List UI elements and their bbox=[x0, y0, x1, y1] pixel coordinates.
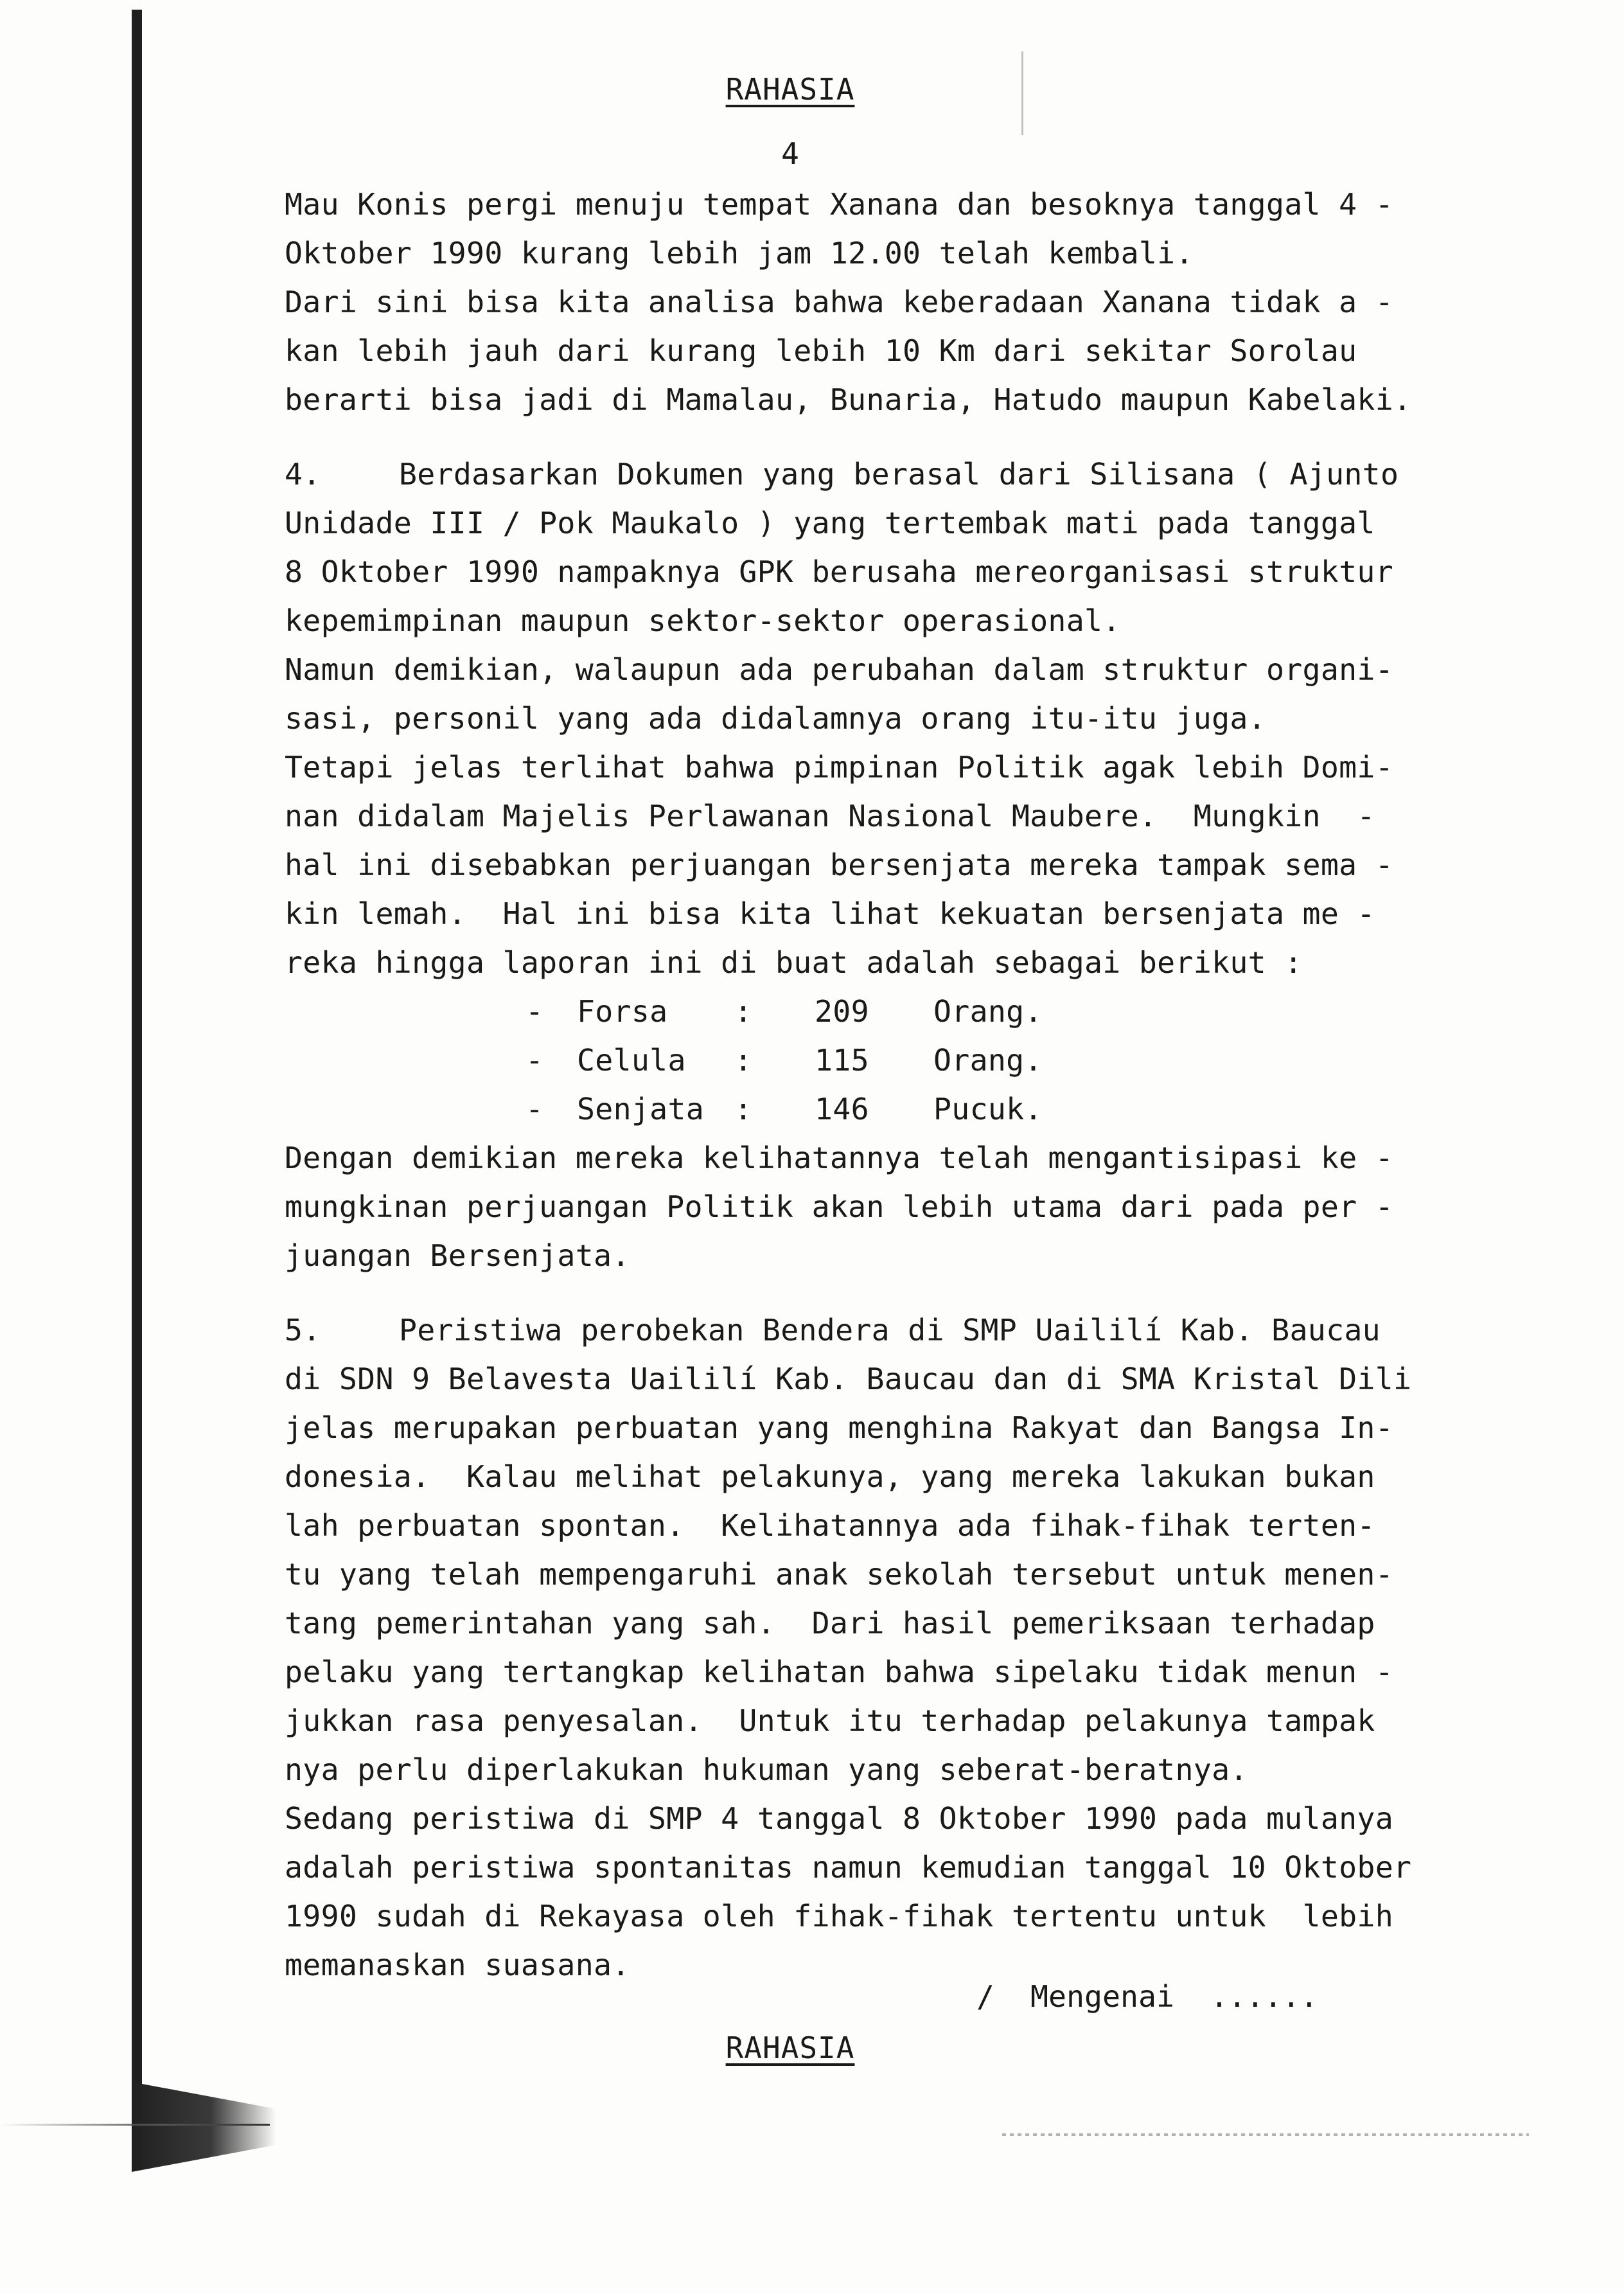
list-item: - Forsa : 209 Orang. bbox=[525, 987, 1544, 1036]
text-line: Sedang peristiwa di SMP 4 tanggal 8 Oktober 1990 pada mulanya bbox=[285, 1801, 1394, 1836]
text-line: tu yang telah mempengaruhi anak sekolah tersebut untuk menen- bbox=[285, 1557, 1394, 1592]
text-line: kan lebih jauh dari kurang lebih 10 Km dari sekitar Sorolau bbox=[285, 333, 1357, 368]
classification-footer: RAHASIA bbox=[725, 2031, 855, 2065]
list-item-label: Forsa bbox=[577, 994, 668, 1029]
text-line: tang pemerintahan yang sah. Dari hasil pemeriksaan terhadap bbox=[285, 1606, 1375, 1640]
list-item-label: Celula bbox=[577, 1043, 686, 1078]
text-line: hal ini disebabkan perjuangan bersenjata mereka tampak sema - bbox=[285, 848, 1394, 882]
list-item-quantity: 146 bbox=[815, 1092, 869, 1126]
text-line: memanaskan suasana. bbox=[285, 1948, 630, 1982]
list-item-unit: Pucuk. bbox=[933, 1092, 1043, 1126]
intro-paragraph bbox=[285, 180, 1544, 424]
text-line: kin lemah. Hal ini bisa kita lihat kekuatan bersenjata me - bbox=[285, 896, 1375, 931]
text-line: 1990 sudah di Rekayasa oleh fihak-fihak tertentu untuk lebih bbox=[285, 1899, 1394, 1934]
classification-header: RAHASIA bbox=[725, 72, 855, 107]
list-item-quantity: 209 bbox=[815, 994, 869, 1029]
text-line: 8 Oktober 1990 nampaknya GPK berusaha mereorganisasi struktur bbox=[285, 555, 1394, 589]
text-line: Unidade III / Pok Maukalo ) yang tertembak mati pada tanggal bbox=[285, 506, 1375, 540]
binding-corner-shadow bbox=[132, 2082, 276, 2172]
text-line: jelas merupakan perbuatan yang menghina Rakyat dan Bangsa In- bbox=[285, 1410, 1394, 1445]
text-line: Oktober 1990 kurang lebih jam 12.00 telah kembali. bbox=[285, 236, 1194, 271]
list-item-unit: Orang. bbox=[933, 994, 1043, 1029]
text-line: berarti bisa jadi di Mamalau, Bunaria, Hatudo maupun Kabelaki. bbox=[285, 382, 1412, 417]
list-item: - Senjata : 146 Pucuk. bbox=[525, 1085, 1544, 1134]
text-line: jukkan rasa penyesalan. Untuk itu terhadap pelakunya tampak bbox=[285, 1703, 1375, 1738]
text-line: adalah peristiwa spontanitas namun kemudian tanggal 10 Oktober bbox=[285, 1850, 1412, 1885]
text-line: pelaku yang tertangkap kelihatan bahwa sipelaku tidak menun - bbox=[285, 1655, 1394, 1689]
list-item-label: Senjata bbox=[577, 1092, 705, 1126]
page-number: 4 bbox=[781, 136, 799, 171]
list-item-quantity: 115 bbox=[815, 1043, 869, 1078]
text-line: Dari sini bisa kita analisa bahwa keberadaan Xanana tidak a - bbox=[285, 285, 1394, 319]
text-line: donesia. Kalau melihat pelakunya, yang mereka lakukan bukan bbox=[285, 1459, 1375, 1494]
text-line: Peristiwa perobekan Bendera di SMP Uaililí Kab. Baucau bbox=[399, 1313, 1381, 1347]
scan-artifact-line bbox=[0, 2124, 270, 2126]
strength-list bbox=[525, 987, 1544, 1134]
binding-edge-shadow bbox=[132, 10, 142, 2092]
text-line: nya perlu diperlakukan hukuman yang seberat-beratnya. bbox=[285, 1752, 1248, 1787]
fold-mark bbox=[1021, 51, 1023, 135]
section-5 bbox=[285, 1306, 1544, 1989]
section-4-first-line bbox=[285, 450, 1544, 499]
text-line: lah perbuatan spontan. Kelihatannya ada fihak-fihak terten- bbox=[285, 1508, 1375, 1543]
list-item-unit: Orang. bbox=[933, 1043, 1043, 1078]
text-line: Dengan demikian mereka kelihatannya telah mengantisipasi ke - bbox=[285, 1141, 1394, 1175]
text-line: Berdasarkan Dokumen yang berasal dari Silisana ( Ajunto bbox=[399, 457, 1399, 492]
section-4 bbox=[285, 450, 1544, 1280]
text-line: Namun demikian, walaupun ada perubahan dalam struktur organi- bbox=[285, 652, 1394, 687]
section-5-first-line bbox=[285, 1306, 1544, 1355]
text-line: Tetapi jelas terlihat bahwa pimpinan Politik agak lebih Domi- bbox=[285, 750, 1394, 785]
text-line: nan didalam Majelis Perlawanan Nasional Maubere. Mungkin - bbox=[285, 799, 1375, 833]
text-line: kepemimpinan maupun sektor-sektor operasional. bbox=[285, 603, 1121, 638]
text-line: juangan Bersenjata. bbox=[285, 1238, 630, 1273]
section-number: 5. bbox=[285, 1313, 321, 1347]
document-body bbox=[285, 180, 1544, 1989]
scan-artifact-dashes bbox=[1002, 2133, 1529, 2136]
section-number: 4. bbox=[285, 457, 321, 492]
text-line: mungkinan perjuangan Politik akan lebih utama dari pada per - bbox=[285, 1189, 1394, 1224]
list-item: - Celula : 115 Orang. bbox=[525, 1036, 1544, 1085]
text-line: reka hingga laporan ini di buat adalah sebagai berikut : bbox=[285, 945, 1303, 980]
text-line: Mau Konis pergi menuju tempat Xanana dan besoknya tanggal 4 - bbox=[285, 187, 1394, 222]
text-line: sasi, personil yang ada didalamnya orang itu-itu juga. bbox=[285, 701, 1266, 736]
continuation-note: / Mengenai ...... bbox=[976, 1979, 1318, 2014]
text-line: di SDN 9 Belavesta Uaililí Kab. Baucau dan di SMA Kristal Dili bbox=[285, 1362, 1412, 1396]
